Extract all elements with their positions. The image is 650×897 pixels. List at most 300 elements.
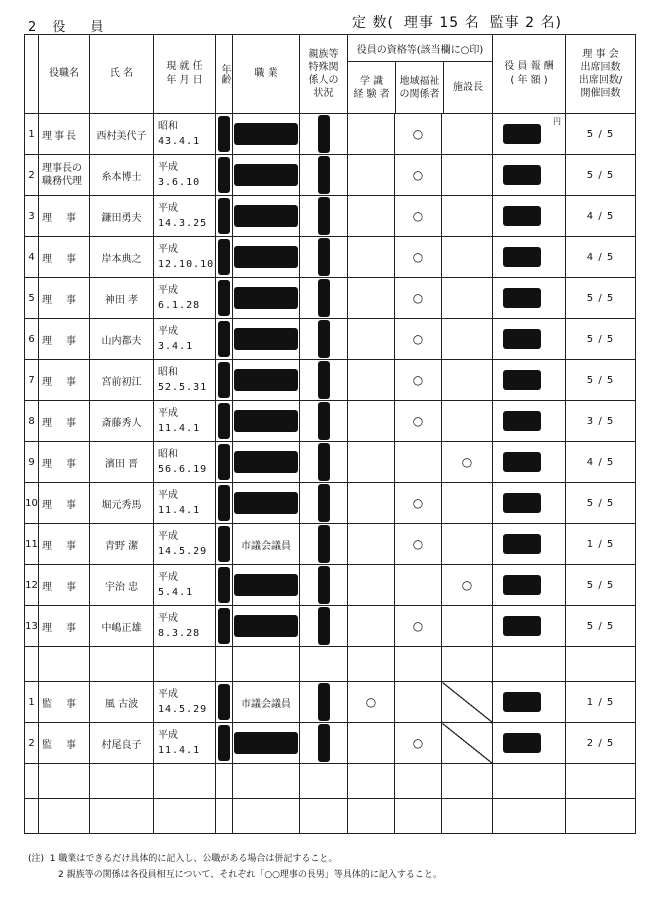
row-number: 7: [25, 360, 39, 401]
position-cell: 理 事: [39, 524, 90, 565]
date-text: 12.10.10: [158, 259, 215, 270]
position-cell: 理 事: [39, 442, 90, 483]
redaction-bar: [218, 157, 230, 193]
occupation-text: 市議会議員: [241, 540, 291, 552]
redaction-bar: [218, 239, 230, 275]
welfare-cell: ○: [395, 360, 442, 401]
academic-cell: [348, 237, 395, 278]
table-row: [25, 565, 636, 606]
name-cell: 岸本典之: [90, 237, 154, 278]
remuneration-cell: [493, 483, 566, 524]
position-cell: 理 事: [39, 196, 90, 237]
redaction-bar: [503, 370, 541, 390]
welfare-cell: ○: [395, 524, 442, 565]
remuneration-cell: [493, 237, 566, 278]
kinship-cell: [300, 155, 348, 196]
header-remuneration: 役 員 報 酬 ( 年 額 ): [493, 35, 566, 114]
redaction-bar: [503, 493, 541, 513]
position-cell: 理事長: [39, 114, 90, 155]
redaction-bar: [503, 329, 541, 349]
age-cell: [216, 723, 233, 764]
date-text: 11.4.1: [158, 423, 201, 434]
redaction-bar: [234, 287, 298, 309]
position-cell: 理 事: [39, 606, 90, 647]
quota-label: 定 数(: [352, 15, 394, 31]
academic-cell: [348, 360, 395, 401]
header-appointed: 現 就 任 年 月 日: [154, 35, 216, 114]
footnotes: [28, 851, 442, 883]
redaction-bar: [503, 616, 541, 636]
name-cell: 堀元秀馬: [90, 483, 154, 524]
redaction-bar: [318, 156, 330, 194]
redaction-bar: [218, 485, 230, 521]
header-no: [25, 35, 39, 114]
redaction-bar: [234, 205, 298, 227]
row-number: 6: [25, 319, 39, 360]
attendance-cell: 4 / 5: [566, 237, 636, 278]
row-number: 8: [25, 401, 39, 442]
age-cell: [216, 401, 233, 442]
redaction-bar: [503, 165, 541, 185]
row-number: 2: [25, 723, 39, 764]
redaction-bar: [218, 362, 230, 398]
age-cell: [216, 442, 233, 483]
era-text: 平成: [158, 613, 178, 624]
attendance-cell: 5 / 5: [566, 319, 636, 360]
name-cell: 風 古波: [90, 682, 154, 723]
kinship-cell: [300, 196, 348, 237]
remuneration-cell: [493, 278, 566, 319]
kinship-cell: [300, 524, 348, 565]
name-cell: 神田 孝: [90, 278, 154, 319]
appointed-cell: [154, 360, 216, 401]
era-text: 平成: [158, 490, 178, 501]
table-header-row: [25, 35, 636, 114]
kinship-cell: [300, 401, 348, 442]
redaction-bar: [234, 492, 298, 514]
quota-header: [352, 12, 572, 32]
table-row: [25, 319, 636, 360]
academic-cell: ○: [348, 682, 395, 723]
age-cell: [216, 319, 233, 360]
facility-cell: [442, 114, 493, 155]
redaction-bar: [218, 725, 230, 761]
name-cell: 斎藤秀人: [90, 401, 154, 442]
occupation-cell: [233, 483, 300, 524]
redaction-bar: [503, 575, 541, 595]
welfare-cell: ○: [395, 196, 442, 237]
kinship-cell: [300, 682, 348, 723]
redaction-bar: [503, 124, 541, 144]
redaction-bar: [318, 607, 330, 645]
remuneration-cell: [493, 360, 566, 401]
attendance-cell: 5 / 5: [566, 606, 636, 647]
facility-cell: [442, 483, 493, 524]
auditors-quota: 監事 2 名): [489, 15, 562, 31]
trailing-body: [25, 764, 636, 834]
position-cell: 監 事: [39, 723, 90, 764]
era-text: 平成: [158, 572, 178, 583]
academic-cell: [348, 524, 395, 565]
redaction-bar: [318, 724, 330, 762]
occupation-cell: [233, 606, 300, 647]
age-cell: [216, 114, 233, 155]
occupation-cell: [233, 565, 300, 606]
age-cell: [216, 237, 233, 278]
row-number: 10: [25, 483, 39, 524]
appointed-cell: [154, 114, 216, 155]
era-text: 昭和: [158, 367, 178, 378]
table-row: [25, 442, 636, 483]
yen-unit: 円: [553, 117, 562, 126]
academic-cell: [348, 319, 395, 360]
redaction-bar: [234, 574, 298, 596]
attendance-cell: 5 / 5: [566, 565, 636, 606]
age-cell: [216, 606, 233, 647]
row-number: 4: [25, 237, 39, 278]
academic-cell: [348, 196, 395, 237]
redaction-bar: [503, 247, 541, 267]
position-cell: 理 事: [39, 278, 90, 319]
name-cell: 鎌田勇夫: [90, 196, 154, 237]
redaction-bar: [503, 206, 541, 226]
facility-cell: [442, 278, 493, 319]
blank-row: [25, 764, 636, 799]
position-cell: 理 事: [39, 237, 90, 278]
kinship-cell: [300, 360, 348, 401]
position-cell: 理 事: [39, 483, 90, 524]
redaction-bar: [318, 484, 330, 522]
position-cell: 理事長の職務代理: [39, 155, 90, 196]
table-row: [25, 155, 636, 196]
table-row: [25, 723, 636, 764]
table-row: [25, 114, 636, 155]
auditors-body: [25, 682, 636, 764]
welfare-cell: [395, 565, 442, 606]
redaction-bar: [503, 411, 541, 431]
name-cell: 糸本博士: [90, 155, 154, 196]
kinship-cell: [300, 278, 348, 319]
table-row: [25, 237, 636, 278]
redaction-bar: [234, 123, 298, 145]
age-cell: [216, 565, 233, 606]
redaction-bar: [503, 452, 541, 472]
remuneration-cell: [493, 319, 566, 360]
welfare-cell: ○: [395, 606, 442, 647]
age-cell: [216, 155, 233, 196]
name-cell: 中嶋正雄: [90, 606, 154, 647]
header-age: 年齢: [216, 35, 233, 114]
redaction-bar: [218, 280, 230, 316]
redaction-bar: [503, 288, 541, 308]
name-cell: 村尾良子: [90, 723, 154, 764]
redaction-bar: [318, 361, 330, 399]
position-cell: 理 事: [39, 565, 90, 606]
welfare-cell: ○: [395, 114, 442, 155]
era-text: 平成: [158, 730, 178, 741]
academic-cell: [348, 723, 395, 764]
age-cell: [216, 524, 233, 565]
redaction-bar: [234, 164, 298, 186]
era-text: 平成: [158, 326, 178, 337]
redaction-bar: [318, 402, 330, 440]
table-row: [25, 278, 636, 319]
remuneration-cell: [493, 401, 566, 442]
welfare-cell: [395, 682, 442, 723]
remuneration-cell: [493, 524, 566, 565]
facility-cell: [442, 682, 493, 723]
row-number: 12: [25, 565, 39, 606]
row-number: 1: [25, 114, 39, 155]
occupation-cell: [233, 442, 300, 483]
era-text: 昭和: [158, 121, 178, 132]
redaction-bar: [218, 116, 230, 152]
academic-cell: [348, 606, 395, 647]
header-occupation: 職 業: [233, 35, 300, 114]
position-cell: 理 事: [39, 401, 90, 442]
date-text: 14.3.25: [158, 218, 208, 229]
redaction-bar: [218, 526, 230, 562]
era-text: 昭和: [158, 449, 178, 460]
redaction-bar: [503, 733, 541, 753]
attendance-cell: 5 / 5: [566, 483, 636, 524]
name-cell: 宮前初江: [90, 360, 154, 401]
position-cell: 理 事: [39, 319, 90, 360]
kinship-cell: [300, 483, 348, 524]
welfare-cell: [395, 442, 442, 483]
remuneration-cell: [493, 114, 566, 155]
occupation-cell: [233, 278, 300, 319]
redaction-bar: [218, 444, 230, 480]
era-text: 平成: [158, 244, 178, 255]
occupation-cell: [233, 237, 300, 278]
redaction-bar: [218, 684, 230, 720]
age-cell: [216, 360, 233, 401]
row-number: 13: [25, 606, 39, 647]
kinship-cell: [300, 114, 348, 155]
facility-cell: [442, 196, 493, 237]
appointed-cell: [154, 319, 216, 360]
era-text: 平成: [158, 203, 178, 214]
facility-cell: [442, 524, 493, 565]
header-kinship: 親族等特殊関係人の状況: [300, 35, 348, 114]
redaction-bar: [318, 525, 330, 563]
table-row: [25, 682, 636, 723]
occupation-cell: [233, 682, 300, 723]
redaction-bar: [318, 197, 330, 235]
name-cell: 宇治 忠: [90, 565, 154, 606]
facility-cell: [442, 606, 493, 647]
table-row: [25, 483, 636, 524]
row-number: 3: [25, 196, 39, 237]
attendance-cell: 2 / 5: [566, 723, 636, 764]
facility-cell: [442, 401, 493, 442]
redaction-bar: [234, 451, 298, 473]
facility-cell: [442, 319, 493, 360]
note-1: 1 職業はできるだけ具体的に記入し、公職がある場合は併記すること。: [49, 854, 338, 864]
date-text: 14.5.29: [158, 546, 208, 557]
table-row: [25, 401, 636, 442]
appointed-cell: [154, 483, 216, 524]
remuneration-cell: [493, 606, 566, 647]
date-text: 8.3.28: [158, 628, 201, 639]
date-text: 3.6.10: [158, 177, 201, 188]
redaction-bar: [503, 692, 541, 712]
academic-cell: [348, 401, 395, 442]
attendance-cell: 1 / 5: [566, 524, 636, 565]
occupation-cell: [233, 196, 300, 237]
table-row: [25, 196, 636, 237]
redaction-bar: [234, 246, 298, 268]
facility-cell: ○: [442, 565, 493, 606]
appointed-cell: [154, 196, 216, 237]
redaction-bar: [234, 410, 298, 432]
redaction-bar: [318, 320, 330, 358]
note-2: 2 親族等の関係は各役員相互について、それぞれ「○○理事の長男」等具体的に記入すること。: [58, 870, 442, 880]
directors-quota: 理事 15 名: [403, 15, 480, 31]
era-text: 平成: [158, 285, 178, 296]
facility-cell: [442, 360, 493, 401]
blank-row: [25, 799, 636, 834]
redaction-bar: [318, 443, 330, 481]
redaction-bar: [234, 328, 298, 350]
row-number: 9: [25, 442, 39, 483]
appointed-cell: [154, 401, 216, 442]
era-text: 平成: [158, 531, 178, 542]
appointed-cell: [154, 723, 216, 764]
date-text: 43.4.1: [158, 136, 201, 147]
era-text: 平成: [158, 408, 178, 419]
redaction-bar: [318, 238, 330, 276]
attendance-cell: 5 / 5: [566, 155, 636, 196]
header-qualification: 役員の資格等(該当欄に○印) 学 識 経 験 者 地域福祉 の関係者 施設長: [348, 35, 493, 114]
attendance-cell: 3 / 5: [566, 401, 636, 442]
position-cell: 監 事: [39, 682, 90, 723]
date-text: 11.4.1: [158, 505, 201, 516]
section-title: 2 役 員: [28, 20, 110, 35]
header-position: 役職名: [39, 35, 90, 114]
appointed-cell: [154, 155, 216, 196]
academic-cell: [348, 483, 395, 524]
occupation-text: 市議会議員: [241, 698, 291, 710]
redaction-bar: [503, 534, 541, 554]
table-row: [25, 524, 636, 565]
kinship-cell: [300, 606, 348, 647]
table-row: [25, 360, 636, 401]
kinship-cell: [300, 319, 348, 360]
occupation-cell: [233, 319, 300, 360]
facility-cell: [442, 237, 493, 278]
kinship-cell: [300, 723, 348, 764]
appointed-cell: [154, 278, 216, 319]
facility-cell: [442, 723, 493, 764]
academic-cell: [348, 442, 395, 483]
kinship-cell: [300, 237, 348, 278]
appointed-cell: [154, 682, 216, 723]
welfare-cell: ○: [395, 278, 442, 319]
date-text: 6.1.28: [158, 300, 201, 311]
date-text: 52.5.31: [158, 382, 208, 393]
welfare-cell: ○: [395, 319, 442, 360]
attendance-cell: 1 / 5: [566, 682, 636, 723]
separator-body: [25, 647, 636, 682]
welfare-cell: ○: [395, 155, 442, 196]
kinship-cell: [300, 442, 348, 483]
era-text: 平成: [158, 689, 178, 700]
occupation-cell: [233, 401, 300, 442]
attendance-cell: 4 / 5: [566, 442, 636, 483]
appointed-cell: [154, 565, 216, 606]
row-number: 11: [25, 524, 39, 565]
era-text: 平成: [158, 162, 178, 173]
name-cell: 山内都夫: [90, 319, 154, 360]
welfare-cell: ○: [395, 237, 442, 278]
facility-cell: [442, 155, 493, 196]
redaction-bar: [318, 683, 330, 721]
redaction-bar: [318, 279, 330, 317]
redaction-bar: [234, 615, 298, 637]
date-text: 56.6.19: [158, 464, 208, 475]
remuneration-cell: [493, 442, 566, 483]
age-cell: [216, 278, 233, 319]
occupation-cell: [233, 524, 300, 565]
name-cell: 青野 潔: [90, 524, 154, 565]
redaction-bar: [218, 403, 230, 439]
welfare-cell: ○: [395, 401, 442, 442]
appointed-cell: [154, 606, 216, 647]
occupation-cell: [233, 114, 300, 155]
attendance-cell: 5 / 5: [566, 114, 636, 155]
directors-body: [25, 114, 636, 647]
attendance-cell: 5 / 5: [566, 360, 636, 401]
occupation-cell: [233, 723, 300, 764]
academic-cell: [348, 278, 395, 319]
occupation-cell: [233, 155, 300, 196]
row-number: 5: [25, 278, 39, 319]
age-cell: [216, 682, 233, 723]
row-number: 1: [25, 682, 39, 723]
remuneration-cell: [493, 565, 566, 606]
date-text: 3.4.1: [158, 341, 194, 352]
kinship-cell: [300, 565, 348, 606]
position-cell: 理 事: [39, 360, 90, 401]
redaction-bar: [318, 566, 330, 604]
redaction-bar: [234, 369, 298, 391]
redaction-bar: [218, 321, 230, 357]
redaction-bar: [218, 198, 230, 234]
appointed-cell: [154, 524, 216, 565]
name-cell: 濱田 晋: [90, 442, 154, 483]
remuneration-cell: [493, 196, 566, 237]
header-attendance: 理 事 会 出席回数 出席回数/ 開催回数: [566, 35, 636, 114]
attendance-cell: 4 / 5: [566, 196, 636, 237]
attendance-cell: 5 / 5: [566, 278, 636, 319]
redaction-bar: [234, 732, 298, 754]
officers-table: [24, 34, 636, 834]
academic-cell: [348, 565, 395, 606]
welfare-cell: ○: [395, 723, 442, 764]
facility-cell: ○: [442, 442, 493, 483]
redaction-bar: [218, 608, 230, 644]
date-text: 11.4.1: [158, 745, 201, 756]
welfare-cell: ○: [395, 483, 442, 524]
remuneration-cell: [493, 155, 566, 196]
age-cell: [216, 483, 233, 524]
occupation-cell: [233, 360, 300, 401]
header-name: 氏 名: [90, 35, 154, 114]
notes-label: (注): [28, 854, 45, 864]
redaction-bar: [318, 115, 330, 153]
